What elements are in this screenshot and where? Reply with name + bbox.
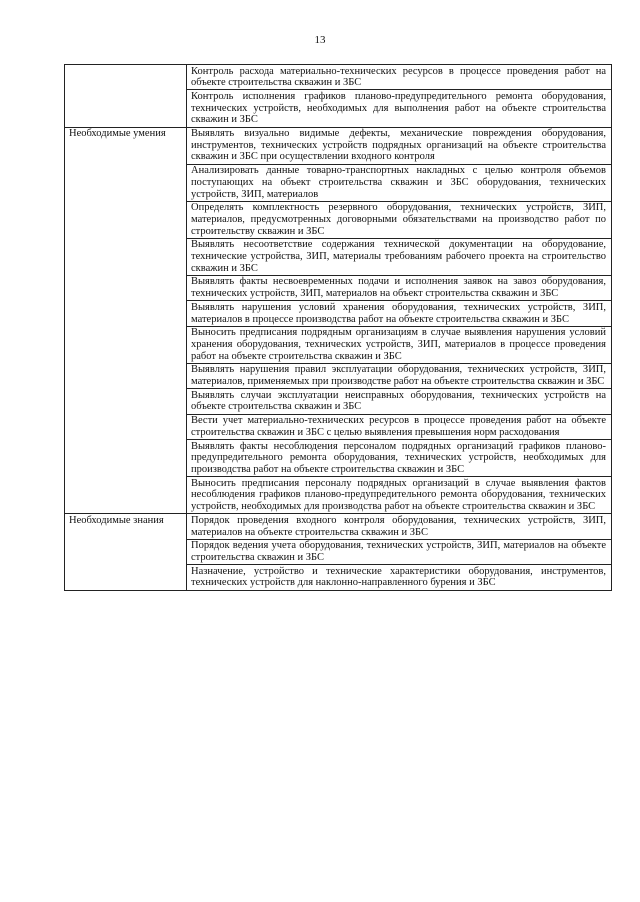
page-number: 13 [314, 34, 326, 46]
description-cell: Выявлять визуально видимые дефекты, механические повреждения оборудования, инструментов, технических устройств подрядных организаций на объекте строительства скважин и ЗБС при осуществлении входного контроля [187, 127, 612, 164]
description-cell: Выносить предписания подрядным организациям в случае выявления нарушения условий хранения оборудования, технических устройств, ЗИП, материалов в процессе проведения работ на объекте строительства скважин и ЗБС [187, 326, 612, 363]
description-cell: Определять комплектность резервного оборудования, технических устройств, ЗИП, материалов, предусмотренных договорными обязательствами на производство работ по строительству скважин и ЗБС [187, 201, 612, 238]
category-cell [65, 65, 187, 128]
description-cell: Порядок ведения учета оборудования, технических устройств, ЗИП, материалов на объекте строительства скважин и ЗБС [187, 539, 612, 564]
description-cell: Выявлять нарушения условий хранения оборудования, технических устройств, ЗИП, материалов в процессе производства работ на объекте строительства скважин и ЗБС [187, 301, 612, 326]
table-row [65, 127, 612, 164]
description-cell: Выносить предписания персоналу подрядных организаций в случае выявления фактов несоблюдения графиков планово-предупредительного ремонта оборудования, технических устройств, необходимых для производства работ на объекте строительства скважин и ЗБС [187, 477, 612, 514]
description-cell: Контроль исполнения графиков планово-предупредительного ремонта оборудования, технических устройств, необходимых для выполнения работ на объекте строительства скважин и ЗБС [187, 90, 612, 127]
description-cell: Выявлять нарушения правил эксплуатации оборудования, технических устройств, ЗИП, материалов, применяемых при производстве работ на объекте строительства скважин и ЗБС [187, 363, 612, 388]
description-cell: Выявлять факты несоблюдения персоналом подрядных организаций графиков планово-предупредительного ремонта оборудования, технических устройств, необходимых для производства работ на объекте строительства скважин и ЗБС [187, 440, 612, 477]
description-cell: Выявлять случаи эксплуатации неисправных оборудования, технических устройств на объекте строительства скважин и ЗБС [187, 389, 612, 414]
table-row [65, 65, 612, 90]
description-cell: Анализировать данные товарно-транспортных накладных с целью контроля объемов поступающих на объект строительства скважин и ЗБС оборудования, технических устройств, ЗИП, материалов [187, 164, 612, 201]
description-cell: Выявлять несоответствие содержания технической документации на оборудование, технические устройства, ЗИП, материалы требованиям рабочего проекта на строительство скважин и ЗБС [187, 238, 612, 275]
description-cell: Порядок проведения входного контроля оборудования, технических устройств, ЗИП, материалов на объекте строительства скважин и ЗБС [187, 514, 612, 539]
description-cell: Контроль расхода материально-технических ресурсов в процессе проведения работ на объекте строительства скважин и ЗБС [187, 65, 612, 90]
requirements-table [64, 64, 612, 591]
category-cell: Необходимые умения [65, 127, 187, 514]
description-cell: Вести учет материально-технических ресурсов в процессе проведения работ на объекте строительства скважин и ЗБС с целью выявления превышения норм расходования [187, 414, 612, 439]
category-cell: Необходимые знания [65, 514, 187, 590]
description-cell: Назначение, устройство и технические характеристики оборудования, инструментов, технических устройств для наклонно-направленного бурения и ЗБС [187, 565, 612, 590]
table-row [65, 514, 612, 539]
description-cell: Выявлять факты несвоевременных подачи и исполнения заявок на завоз оборудования, технических устройств, ЗИП, материалов на объект строительства скважин и ЗБС [187, 275, 612, 300]
